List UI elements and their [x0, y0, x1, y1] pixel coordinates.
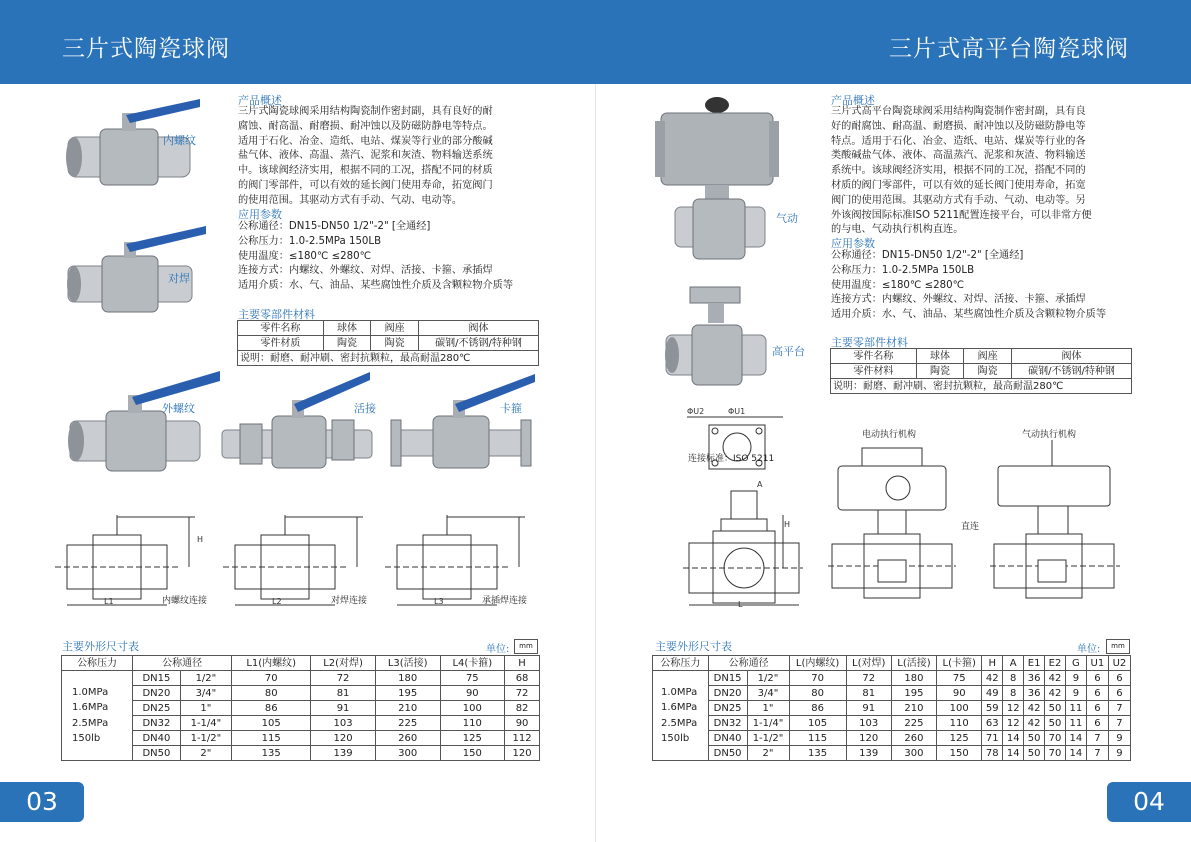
photo-label-inner-thread: 内螺纹	[163, 134, 196, 147]
dim-label-l2: L2	[272, 597, 282, 606]
electric-actuator-label: 电动执行机构	[862, 430, 917, 440]
photo-label-union: 活接	[354, 402, 376, 415]
right-dim-table-heading: 主要外形尺寸表	[655, 640, 732, 653]
dim-label-u2: ΦU2	[687, 407, 705, 416]
right-header-bar	[596, 0, 1191, 84]
left-dim-table-heading: 主要外形尺寸表	[62, 640, 139, 653]
right-dimension-table: 公称压力 公称通径 L(内螺纹) L(对焊) L(活接) L(卡箍) H A E1 E2 G U1 U2 1.0MPa 1.6MPa 2.5MPa 150lb DN15 1/2" 70 72 180 75 42 8 36 42 9 6 6 DN20 3/4" 80 81 195 90 49 8 36 42 9 6 6 DN25 1" 86 91 210 100 59 12 42 50 11 6 7 DN32 1-1/4" 105 103 225 110 63 12 42 50 11 6 7 DN40 1-1/2" 115 120 260 125 71 14 50 70 14 7 9 DN50 2" 135 139 300 150 78 14 50 70 14 7 9	[652, 655, 1131, 761]
left-params-list: 公称通径：DN15-DN50 1/2"-2" [全通经] 公称压力：1.0-2.5MPa 150LB 使用温度：≤180℃ ≤280℃ 连接方式：内螺纹、外螺纹、对焊、活接、卡箍、承插焊 适用介质：水、气、油品、某些腐蚀性介质及含颗粒物介质等	[238, 221, 514, 292]
left-parts-heading: 主要零部件材料	[238, 308, 315, 321]
direct-mount-label: 直连	[961, 522, 980, 532]
valve-photo-high-platform	[662, 285, 772, 390]
valve-photo-pneumatic	[655, 95, 780, 270]
valve-photo-clamp	[385, 368, 545, 478]
left-dimension-drawings	[55, 505, 535, 615]
dim-label-a: A	[757, 480, 763, 489]
left-page-number: 03	[0, 782, 84, 822]
pneumatic-actuator-label: 气动执行机构	[1022, 430, 1077, 440]
left-overview-text: 三片式陶瓷球阀采用结构陶瓷制作密封副，具有良好的耐 腐蚀、耐高温、耐磨损、耐冲蚀以及防磁防静电等特点。 适用于石化、冶金、造纸、电站、煤炭等行业的部分酸碱 盐气体、液体、高温、蒸汽、泥浆和灰渣、物料输送系统 中。该球阀经济实用，根据不同的工况，搭配不同的材质 的阀门零部件，可以有效的延长阀门使用寿命，拓宽阀门 的使用范围。其驱动方式有手动、气动、电动等。	[238, 106, 493, 206]
photo-label-pneumatic: 气动	[776, 212, 798, 225]
right-unit-value: mm	[1106, 639, 1130, 654]
photo-label-high-platform: 高平台	[772, 345, 805, 358]
left-page-title: 三片式陶瓷球阀	[62, 36, 230, 62]
dim-label-h-right: H	[784, 520, 791, 529]
right-parts-table: 零件名称 球体 阀座 阀体 零件材料 陶瓷 陶瓷 碳钢/不锈钢/特种钢 说明：耐磨、耐冲刷、密封抗颗粒，最高耐温280℃	[830, 348, 1132, 394]
iso-flange-drawing	[683, 405, 793, 480]
photo-label-outer-thread: 外螺纹	[162, 402, 195, 415]
left-header-bar	[0, 0, 596, 84]
right-page-number: 04	[1107, 782, 1191, 822]
page-divider	[595, 84, 596, 842]
left-params-heading: 应用参数	[238, 208, 282, 221]
valve-photo-union	[220, 368, 380, 478]
dim-label-l1: L1	[104, 597, 114, 606]
right-overview-text: 三片式高平台陶瓷球阀采用结构陶瓷制作密封副，具有良 好的耐腐蚀、耐高温、耐磨损、耐冲蚀以及防磁防静电等 特点。适用于石化、冶金、造纸、电站、煤炭等行业的各 类酸碱盐气体、液体、高温蒸汽、泥浆和灰渣、物料输送 系统中。该球阀经济实用，根据不同的工况，搭配不同的 材质的阀门零部件，可以有效的延长阀门使用寿命，拓宽 阀门的使用范围。其驱动方式有手动、气动、电动等。另 外该阀按国际标准ISO 5211配置连接平台，可以非常方便 的与电、气动执行机构直连。	[831, 106, 1092, 236]
dim-label-l3: L3	[434, 597, 444, 606]
left-dimension-table: 公称压力 公称通径 L1(内螺纹) L2(对焊) L3(活接) L4(卡箍) H 1.0MPa 1.6MPa 2.5MPa 150lb DN15 1/2" 70 72 180 75 68 DN20 3/4" 80 81 195 90 72 DN25 1" 86 91 210 100 82 DN32 1-1/4" 105 103 225 110 90 DN40 1-1/2" 115 120 260 125 112 DN50 2" 135 139 300 150 120	[61, 655, 540, 761]
photo-label-butt-weld: 对焊	[168, 272, 190, 285]
right-unit-label: 单位:	[1077, 644, 1101, 655]
right-parts-heading: 主要零部件材料	[831, 336, 908, 349]
left-overview-heading: 产品概述	[238, 94, 282, 107]
drawing-caption-butt-weld: 对焊连接	[331, 596, 368, 606]
right-overview-heading: 产品概述	[831, 94, 875, 107]
iso-standard-label: 连接标准：ISO 5211	[688, 454, 775, 464]
right-params-heading: 应用参数	[831, 237, 875, 250]
drawing-caption-inner-thread: 内螺纹连接	[162, 596, 208, 606]
dim-label-h: H	[197, 535, 204, 544]
right-params-list: 公称通径：DN15-DN50 1/2"-2" [全通经] 公称压力：1.0-2.5MPa 150LB 使用温度：≤180℃ ≤280℃ 连接方式：内螺纹、外螺纹、对焊、活接、卡箍、承插焊 适用介质：水、气、油品、某些腐蚀性介质及含颗粒物介质等	[831, 250, 1107, 321]
right-page-title: 三片式高平台陶瓷球阀	[889, 36, 1129, 62]
high-platform-section-drawing	[683, 485, 803, 610]
dim-label-l-right: L	[738, 600, 743, 609]
left-parts-table: 零件名称 球体 阀座 阀体 零件材质 陶瓷 陶瓷 碳钢/不锈钢/特种钢 说明：耐磨、耐冲刷、密封抗颗粒，最高耐温280℃	[237, 320, 539, 366]
left-unit-label: 单位:	[486, 644, 510, 655]
photo-label-clamp: 卡箍	[500, 402, 522, 415]
dim-label-u1: ΦU1	[728, 407, 746, 416]
valve-photo-outer-thread	[64, 365, 224, 475]
left-unit-value: mm	[514, 639, 538, 654]
drawing-caption-socket-weld: 承插焊连接	[482, 596, 528, 606]
